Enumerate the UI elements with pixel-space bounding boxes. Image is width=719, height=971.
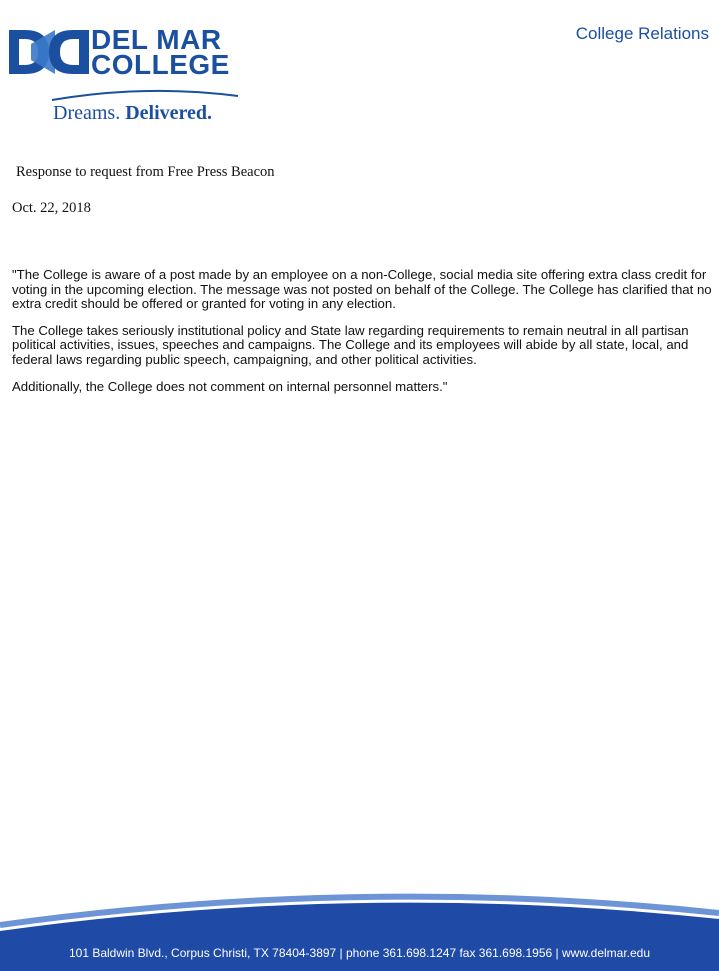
dmc-monogram-icon (9, 22, 89, 82)
letter-subject: Response to request from Free Press Beacon (16, 164, 275, 180)
department-label: College Relations (575, 24, 709, 43)
logo-line-1: DEL MAR (91, 24, 222, 55)
paragraph: Additionally, the College does not comment on internal personnel matters." (12, 378, 448, 394)
paragraph: "The College is aware of a post made by an employee on a non-College, social media site offering extra class credit for voting in the upcoming election. The message was not posted on behalf of the College. The College has clarified that no extra credit should be offered or granted for voting in any election. (12, 267, 712, 312)
logo-line-2: COLLEGE (91, 49, 230, 80)
college-logo-text (91, 24, 230, 80)
letter-body (12, 268, 712, 406)
tagline (50, 88, 240, 128)
footer-band (0, 891, 719, 971)
letter-date: Oct. 22, 2018 (12, 200, 91, 216)
swoosh-icon (50, 88, 240, 102)
footer-address: 101 Baldwin Blvd., Corpus Christi, TX 78404-3897 | phone 361.698.1247 fax 361.698.1956 | www.delmar.edu (68, 946, 651, 960)
tagline-regular: Dreams. (53, 102, 121, 124)
paragraph: The College takes seriously institutional policy and State law regarding requirements to remain neutral in all partisan political activities, issues, speeches and campaigns. The College and its employees will abide by all state, local, and federal laws regarding public speech, campaigning, and other political activities. (12, 322, 689, 367)
tagline-bold: Delivered. (125, 102, 213, 124)
